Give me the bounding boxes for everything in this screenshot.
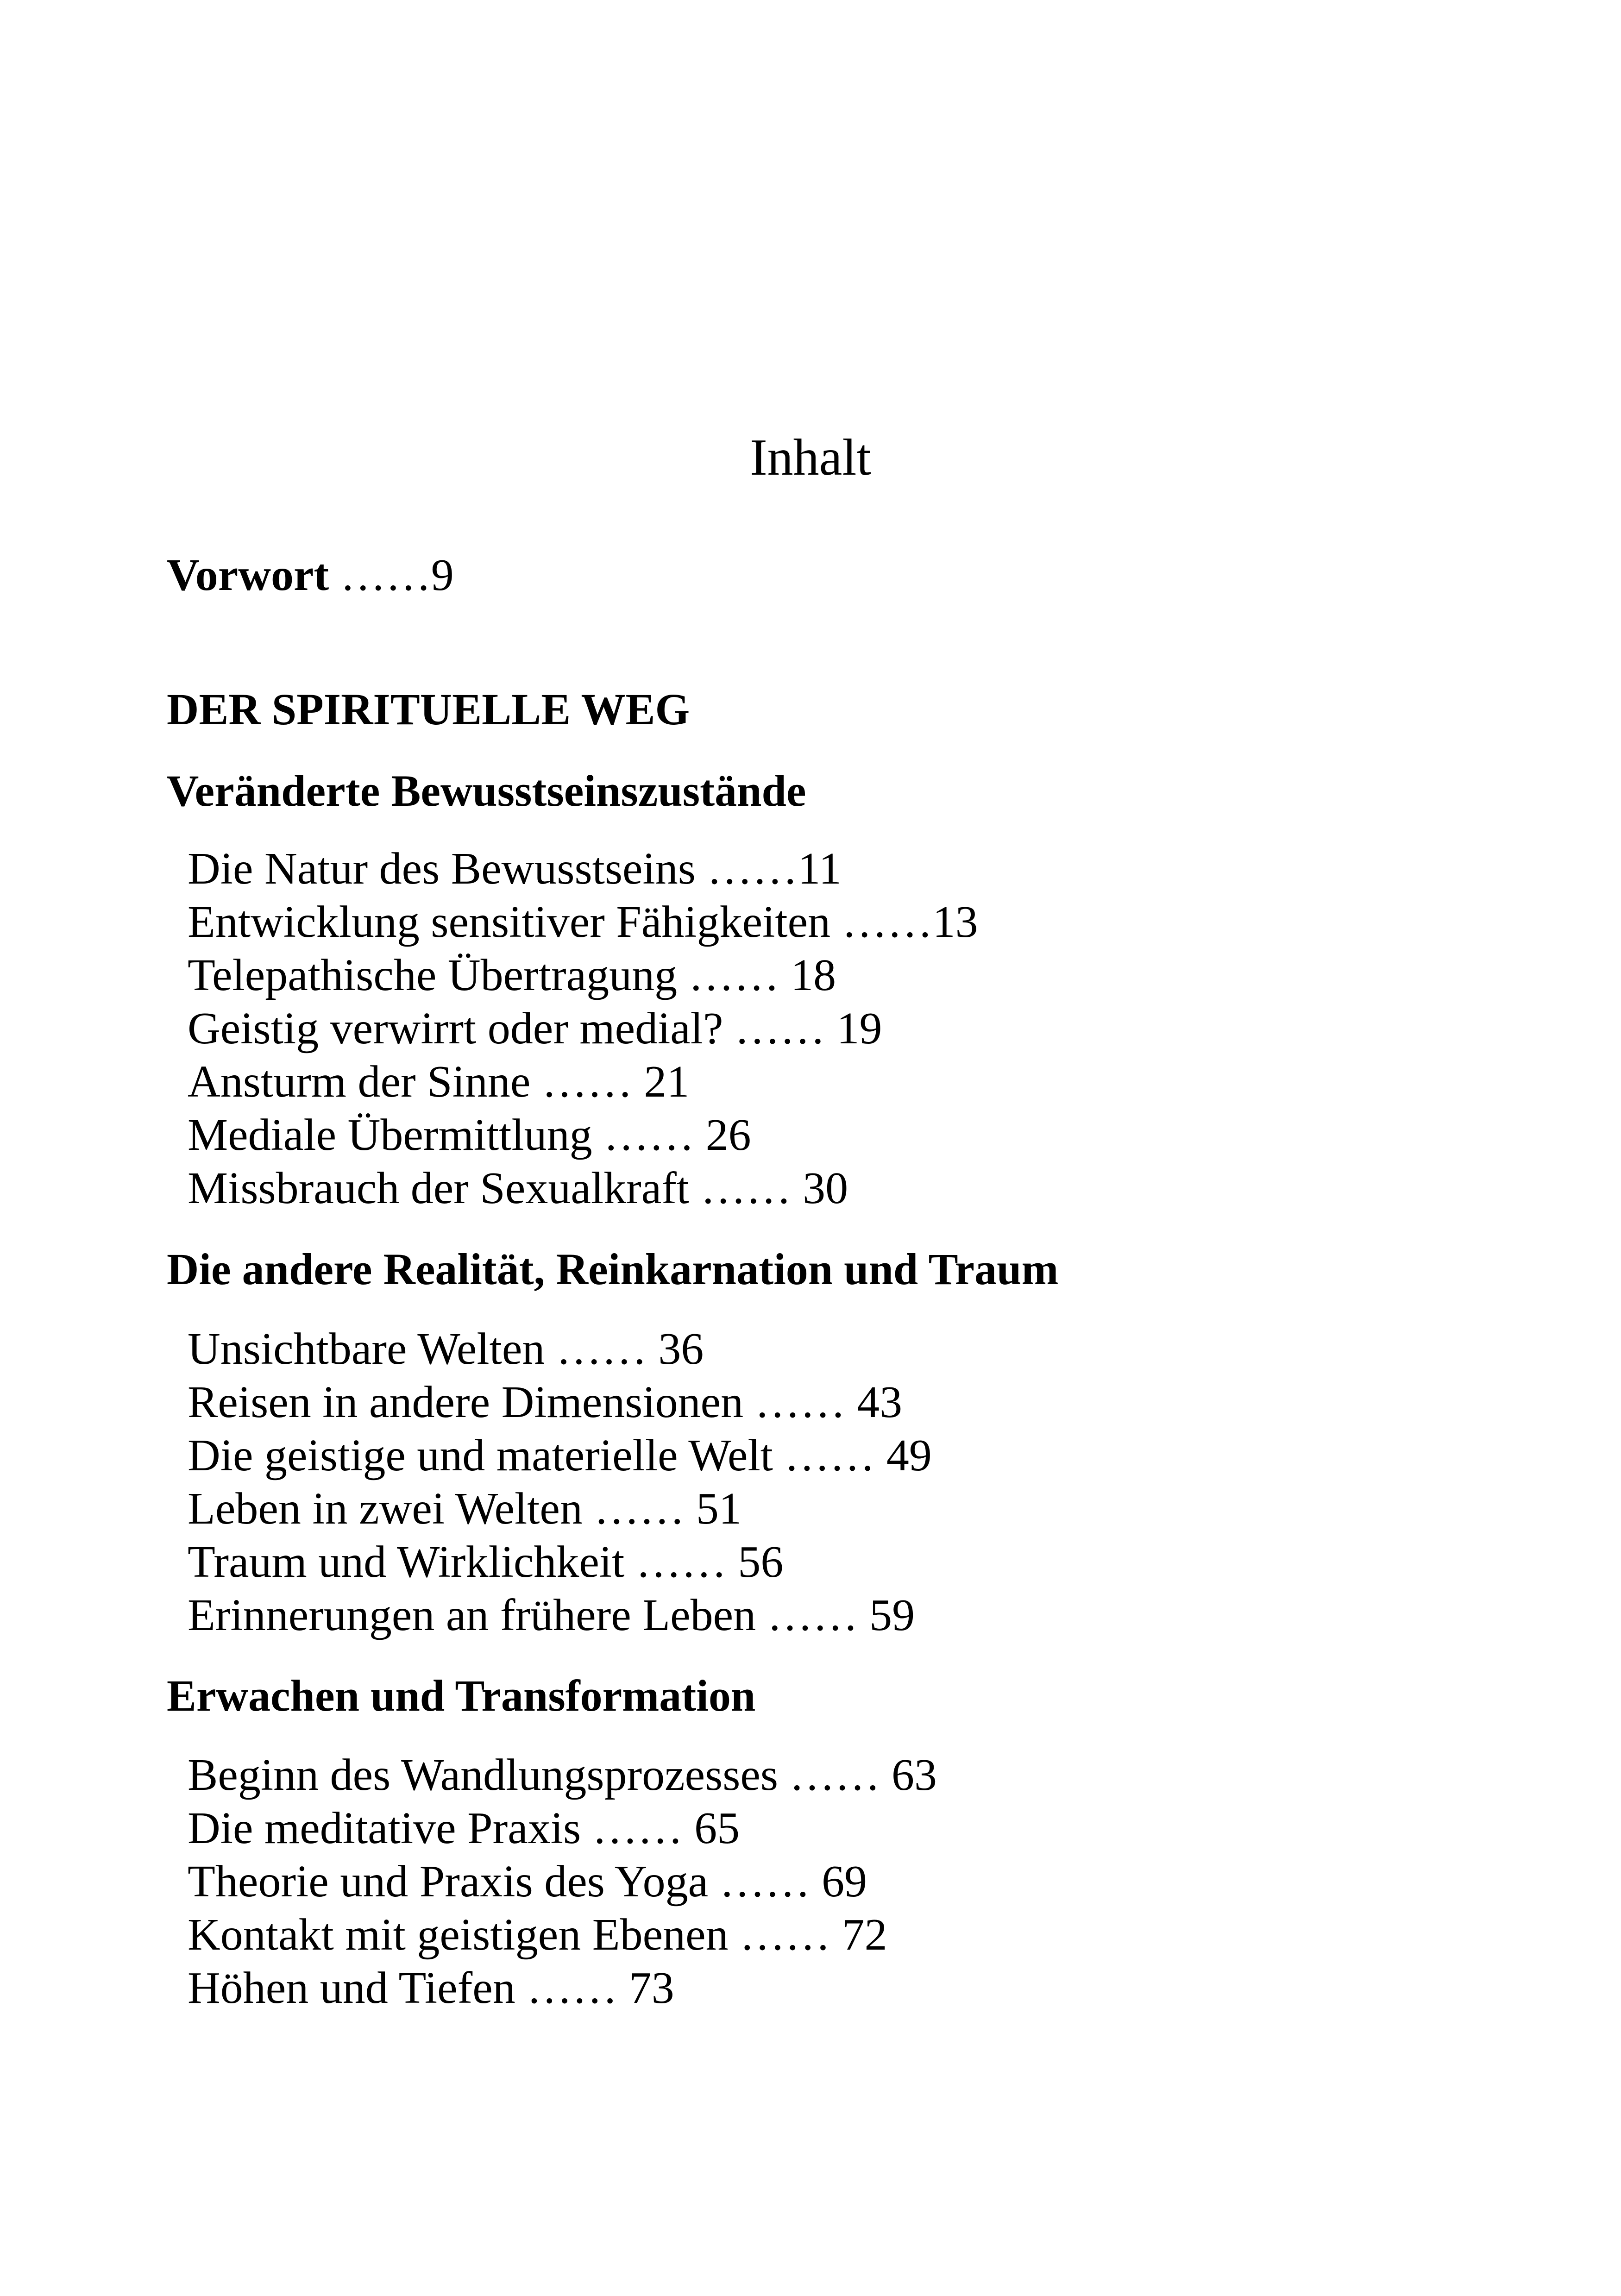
toc-entry: Leben in zwei Welten …… 51: [188, 1484, 741, 1534]
toc-entry: Die geistige und materielle Welt …… 49: [188, 1430, 932, 1480]
toc-entry: Die Natur des Bewusstseins ……11: [188, 844, 842, 894]
toc-entry: Geistig verwirrt oder medial? …… 19: [188, 1004, 882, 1054]
section-title: Veränderte Bewusstseinszustände: [167, 766, 806, 816]
part-title: DER SPIRITUELLE WEG: [167, 684, 690, 734]
toc-entry: Entwicklung sensitiver Fähigkeiten ……13: [188, 897, 978, 947]
toc-entry: Beginn des Wandlungsprozesses …… 63: [188, 1750, 937, 1800]
toc-entry: Erinnerungen an frühere Leben …… 59: [188, 1590, 915, 1640]
toc-entry: Unsichtbare Welten …… 36: [188, 1324, 704, 1374]
toc-entry: Kontakt mit geistigen Ebenen …… 72: [188, 1910, 887, 1960]
section-title: Die andere Realität, Reinkarnation und Traum: [167, 1244, 1059, 1294]
foreword-page: 9: [431, 550, 454, 600]
toc-entry: Höhen und Tiefen …… 73: [188, 1963, 674, 2013]
toc-entry: Traum und Wirklichkeit …… 56: [188, 1537, 784, 1587]
toc-entry: Ansturm der Sinne …… 21: [188, 1057, 690, 1107]
section-title: Erwachen und Transformation: [167, 1671, 756, 1720]
toc-entry: Theorie und Praxis des Yoga …… 69: [188, 1857, 867, 1907]
toc-entry: Mediale Übermittlung …… 26: [188, 1110, 751, 1160]
toc-foreword: [167, 548, 454, 602]
toc-entry: Die meditative Praxis …… 65: [188, 1803, 740, 1853]
foreword-dots: ……: [340, 550, 431, 600]
toc-entry: Telepathische Übertragung …… 18: [188, 950, 836, 1000]
foreword-label: Vorwort: [167, 550, 329, 600]
toc-entry: Missbrauch der Sexualkraft …… 30: [188, 1163, 848, 1213]
toc-title: Inhalt: [750, 429, 871, 486]
toc-entry: Reisen in andere Dimensionen …… 43: [188, 1377, 903, 1427]
